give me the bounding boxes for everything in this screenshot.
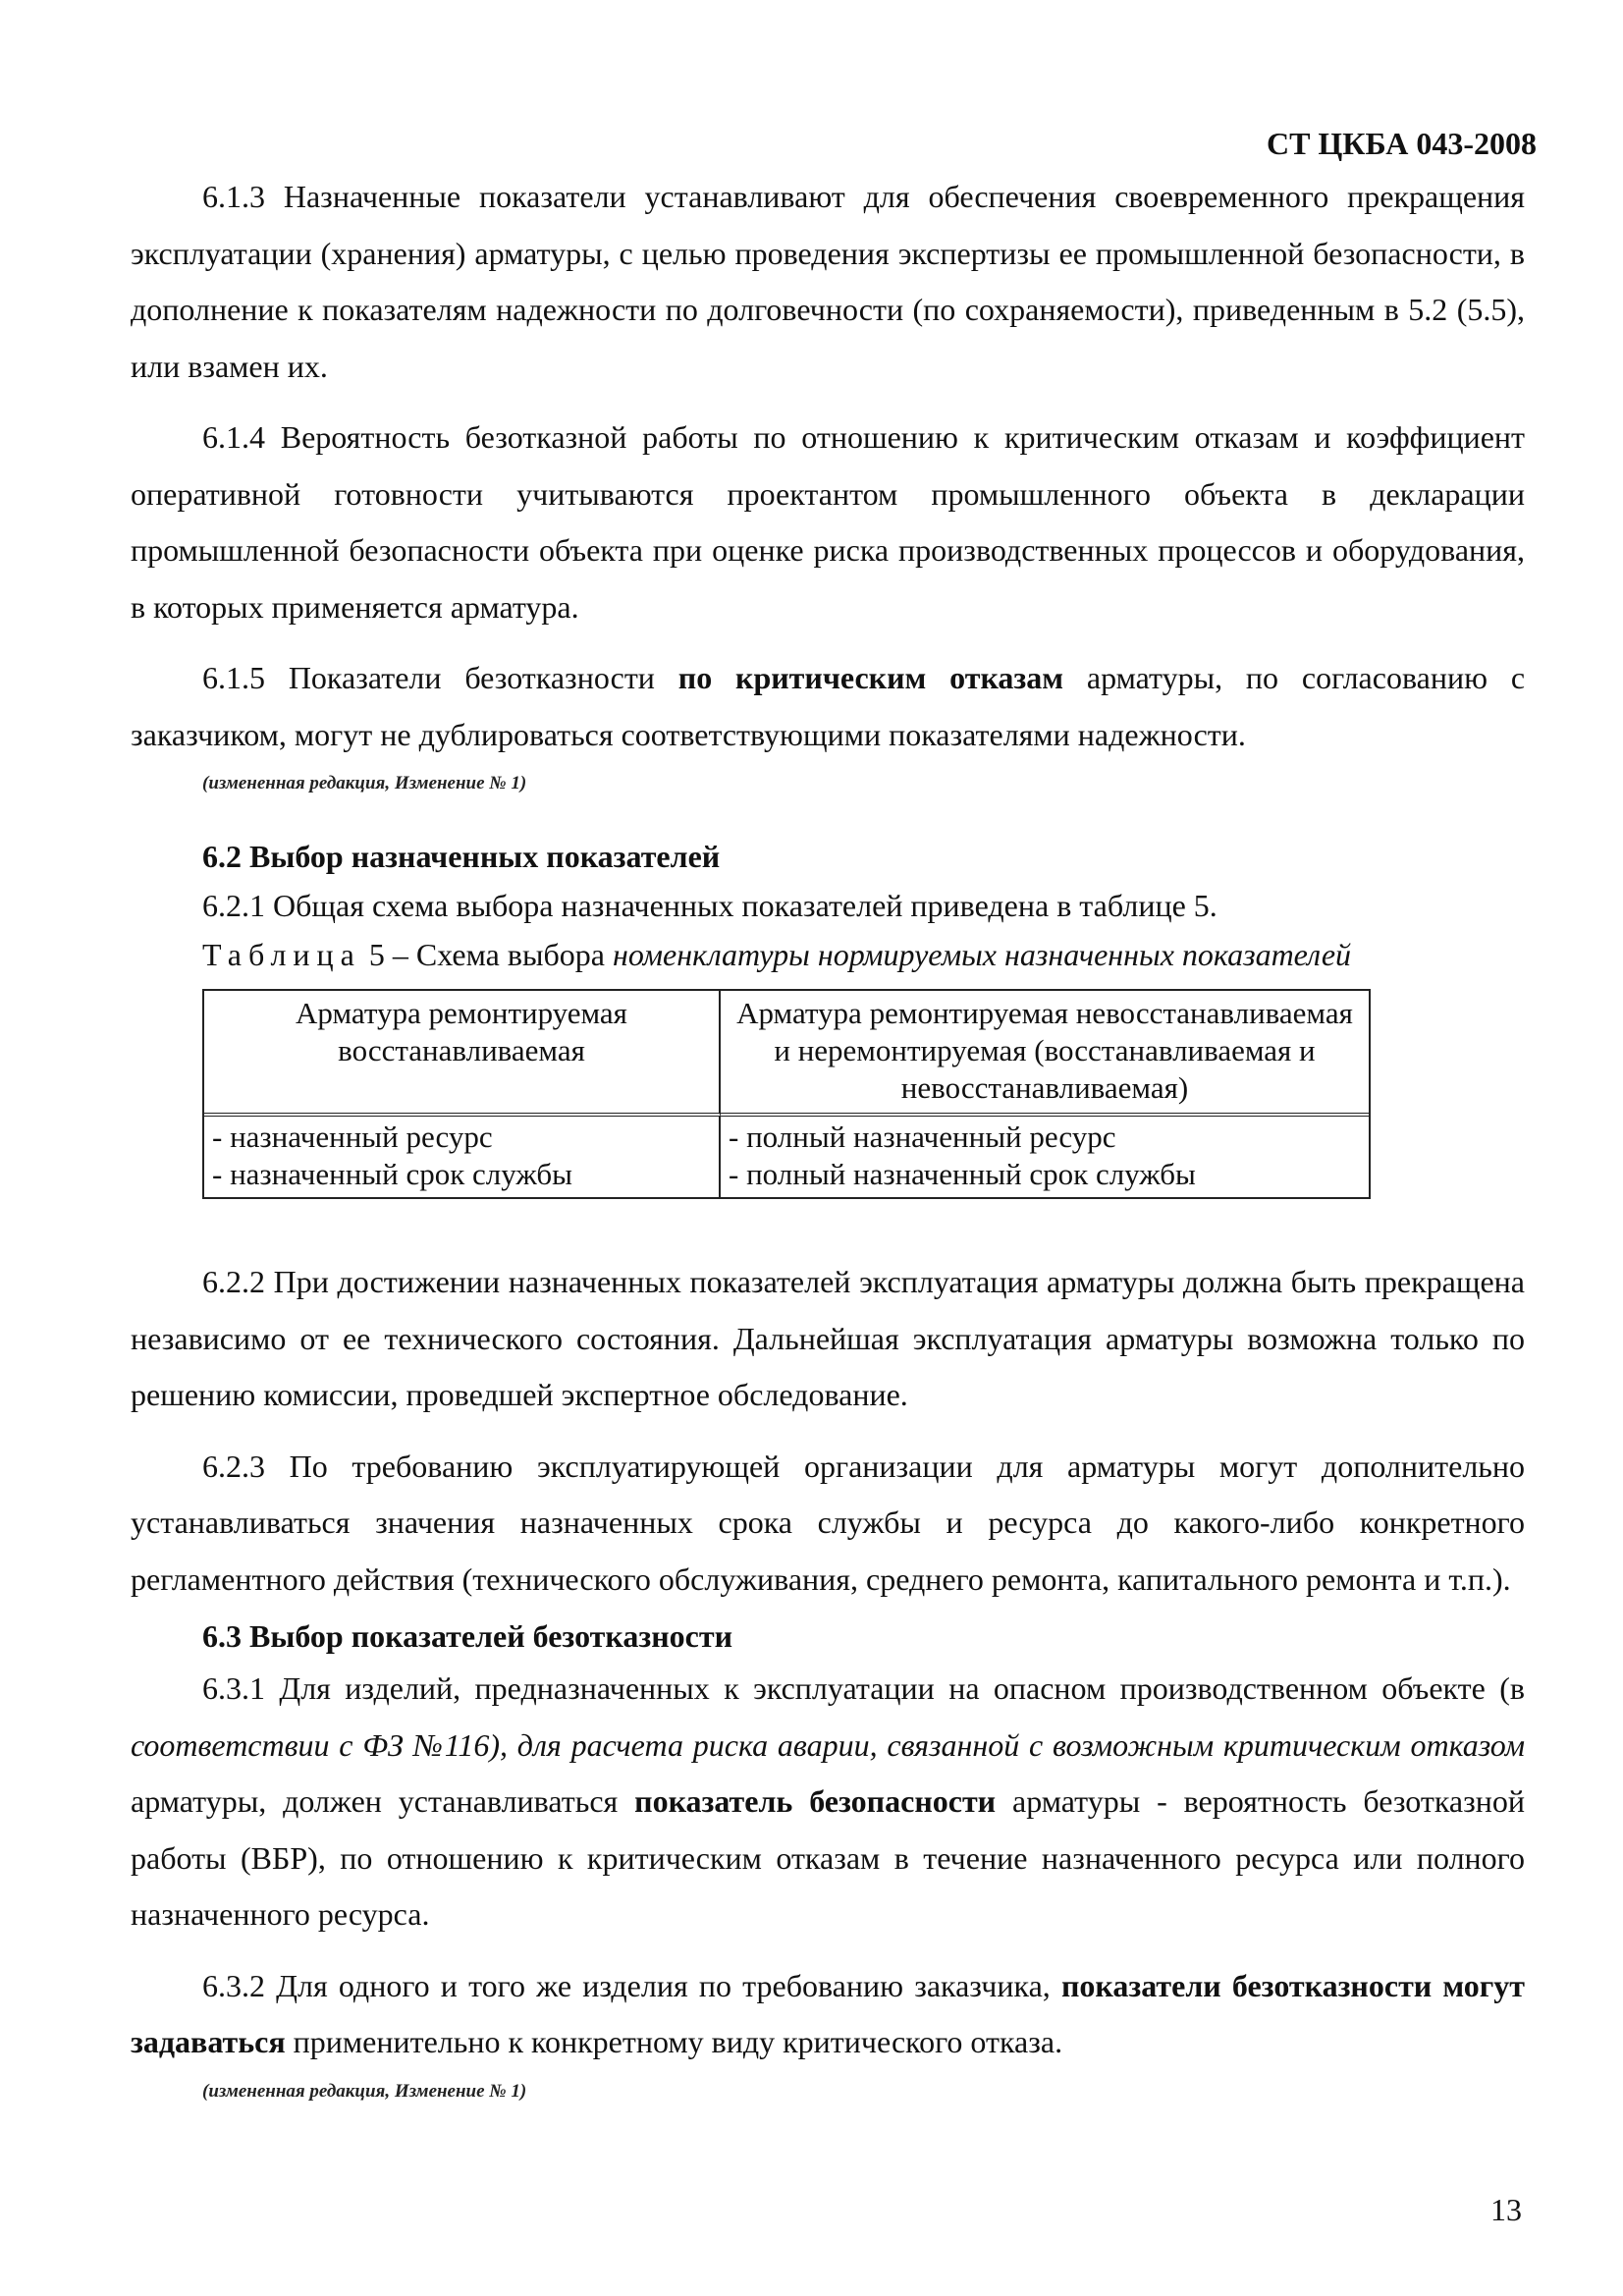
page-body bbox=[131, 169, 1525, 2105]
table-row bbox=[204, 1117, 1369, 1197]
paragraph-6-3-1-part-b: арматуры, должен устанавливаться bbox=[131, 1783, 635, 1819]
section-heading-6-2: 6.2 Выбор назначенных показателей bbox=[202, 839, 721, 874]
table-caption bbox=[202, 930, 1525, 979]
indicators-table bbox=[202, 989, 1371, 1199]
paragraph-6-3-2-bold: показатели безотказности могут задаваться bbox=[131, 1967, 1526, 2059]
table-cell-line: - полный назначенный ресурс bbox=[729, 1120, 1116, 1154]
paragraph-6-3-1-italic: соответствии с ФЗ №116), для расчета риска аварии, связанной с возможным критическим отказом bbox=[131, 1726, 1525, 1763]
paragraph-6-3-2 bbox=[131, 1958, 1525, 2071]
table-caption-number: 5 – Схема выбора bbox=[360, 937, 613, 972]
table-caption-title: номенклатуры нормируемых назначенных показателей bbox=[612, 937, 1352, 972]
table-cell bbox=[204, 1117, 721, 1197]
paragraph-6-1-3: 6.1.3 Назначенные показатели устанавливают для обеспечения своевременного прекращения эксплуатации (хранения) арматуры, с целью проведения экспертизы ее промышленной безопасности, в дополнение к показателям надежности по долговечности (по сохраняемости), приведенным в 5.2 (5.5), или взамен их. bbox=[131, 179, 1525, 384]
paragraph-6-2-2: 6.2.2 При достижении назначенных показателей эксплуатация арматуры должна быть прекращена независимо от ее технического состояния. Дальнейшая эксплуатация арматуры возможна только по решению комиссии, проведшей экспертное обследование. bbox=[131, 1264, 1525, 1412]
section-heading-6-3: 6.3 Выбор показателей безотказности bbox=[202, 1618, 732, 1654]
table-cell-line: - полный назначенный срок службы bbox=[729, 1157, 1196, 1191]
table-cell-line: - назначенный ресурс bbox=[212, 1120, 493, 1154]
table-caption-label: Таблица bbox=[202, 937, 361, 972]
table-header-row bbox=[204, 991, 1369, 1117]
table-cell bbox=[721, 1117, 1369, 1197]
paragraph-6-3-1 bbox=[131, 1661, 1525, 1943]
table-cell-line: - назначенный срок службы bbox=[212, 1157, 572, 1191]
paragraph-6-3-1-part-c: арматуры - вероятность безотказной работы (ВБР), по отношению к критическим отказам в течение назначенного ресурса или полного назначенного ресурса. bbox=[131, 1783, 1526, 1932]
table-header-cell: Арматура ремонтируемая восстанавливаемая bbox=[204, 991, 721, 1117]
paragraph-6-1-5-end: арматуры, по согласованию с заказчиком, могут не дублироваться соответствующими показателями надежности. bbox=[131, 660, 1526, 752]
table-header-cell: Арматура ремонтируемая невосстанавливаемая и неремонтируемая (восстанавливаемая и невосстанавливаемая) bbox=[721, 991, 1369, 1117]
revision-note: (измененная редакция, Изменение № 1) bbox=[202, 773, 527, 793]
revision-note: (измененная редакция, Изменение № 1) bbox=[202, 2080, 527, 2102]
paragraph-6-3-1-bold: показатель безопасности bbox=[634, 1783, 997, 1819]
paragraph-6-2-1: 6.2.1 Общая схема выбора назначенных показателей приведена в таблице 5. bbox=[202, 888, 1217, 923]
paragraph-6-1-5-start: 6.1.5 Показатели безотказности bbox=[202, 660, 678, 695]
paragraph-6-1-5-bold: по критическим отказам bbox=[677, 660, 1064, 695]
page-number: 13 bbox=[1490, 2192, 1522, 2227]
paragraph-6-3-2-part-b: применительно к конкретному виду критического отказа. bbox=[285, 2024, 1063, 2059]
document-code: СТ ЦКБА 043-2008 bbox=[1266, 126, 1537, 161]
paragraph-6-3-1-part-a: 6.3.1 Для изделий, предназначенных к эксплуатации на опасном производственном объекте (в bbox=[202, 1670, 1525, 1706]
paragraph-6-2-3: 6.2.3 По требованию эксплуатирующей организации для арматуры могут дополнительно устанавливаться значения назначенных срока службы и ресурса до какого-либо конкретного регламентного действия (технического обслуживания, среднего ремонта, капитального ремонта и т.п.). bbox=[131, 1448, 1525, 1597]
paragraph-6-3-2-part-a: 6.3.2 Для одного и того же изделия по требованию заказчика, bbox=[202, 1967, 1061, 2003]
paragraph-6-1-4: 6.1.4 Вероятность безотказной работы по отношению к критическим отказам и коэффициент оперативной готовности учитываются проектантом промышленного объекта в декларации промышленной безопасности объекта при оценке риска производственных процессов и оборудования, в которых применяется арматура. bbox=[131, 419, 1525, 625]
paragraph-6-1-5 bbox=[131, 650, 1525, 763]
